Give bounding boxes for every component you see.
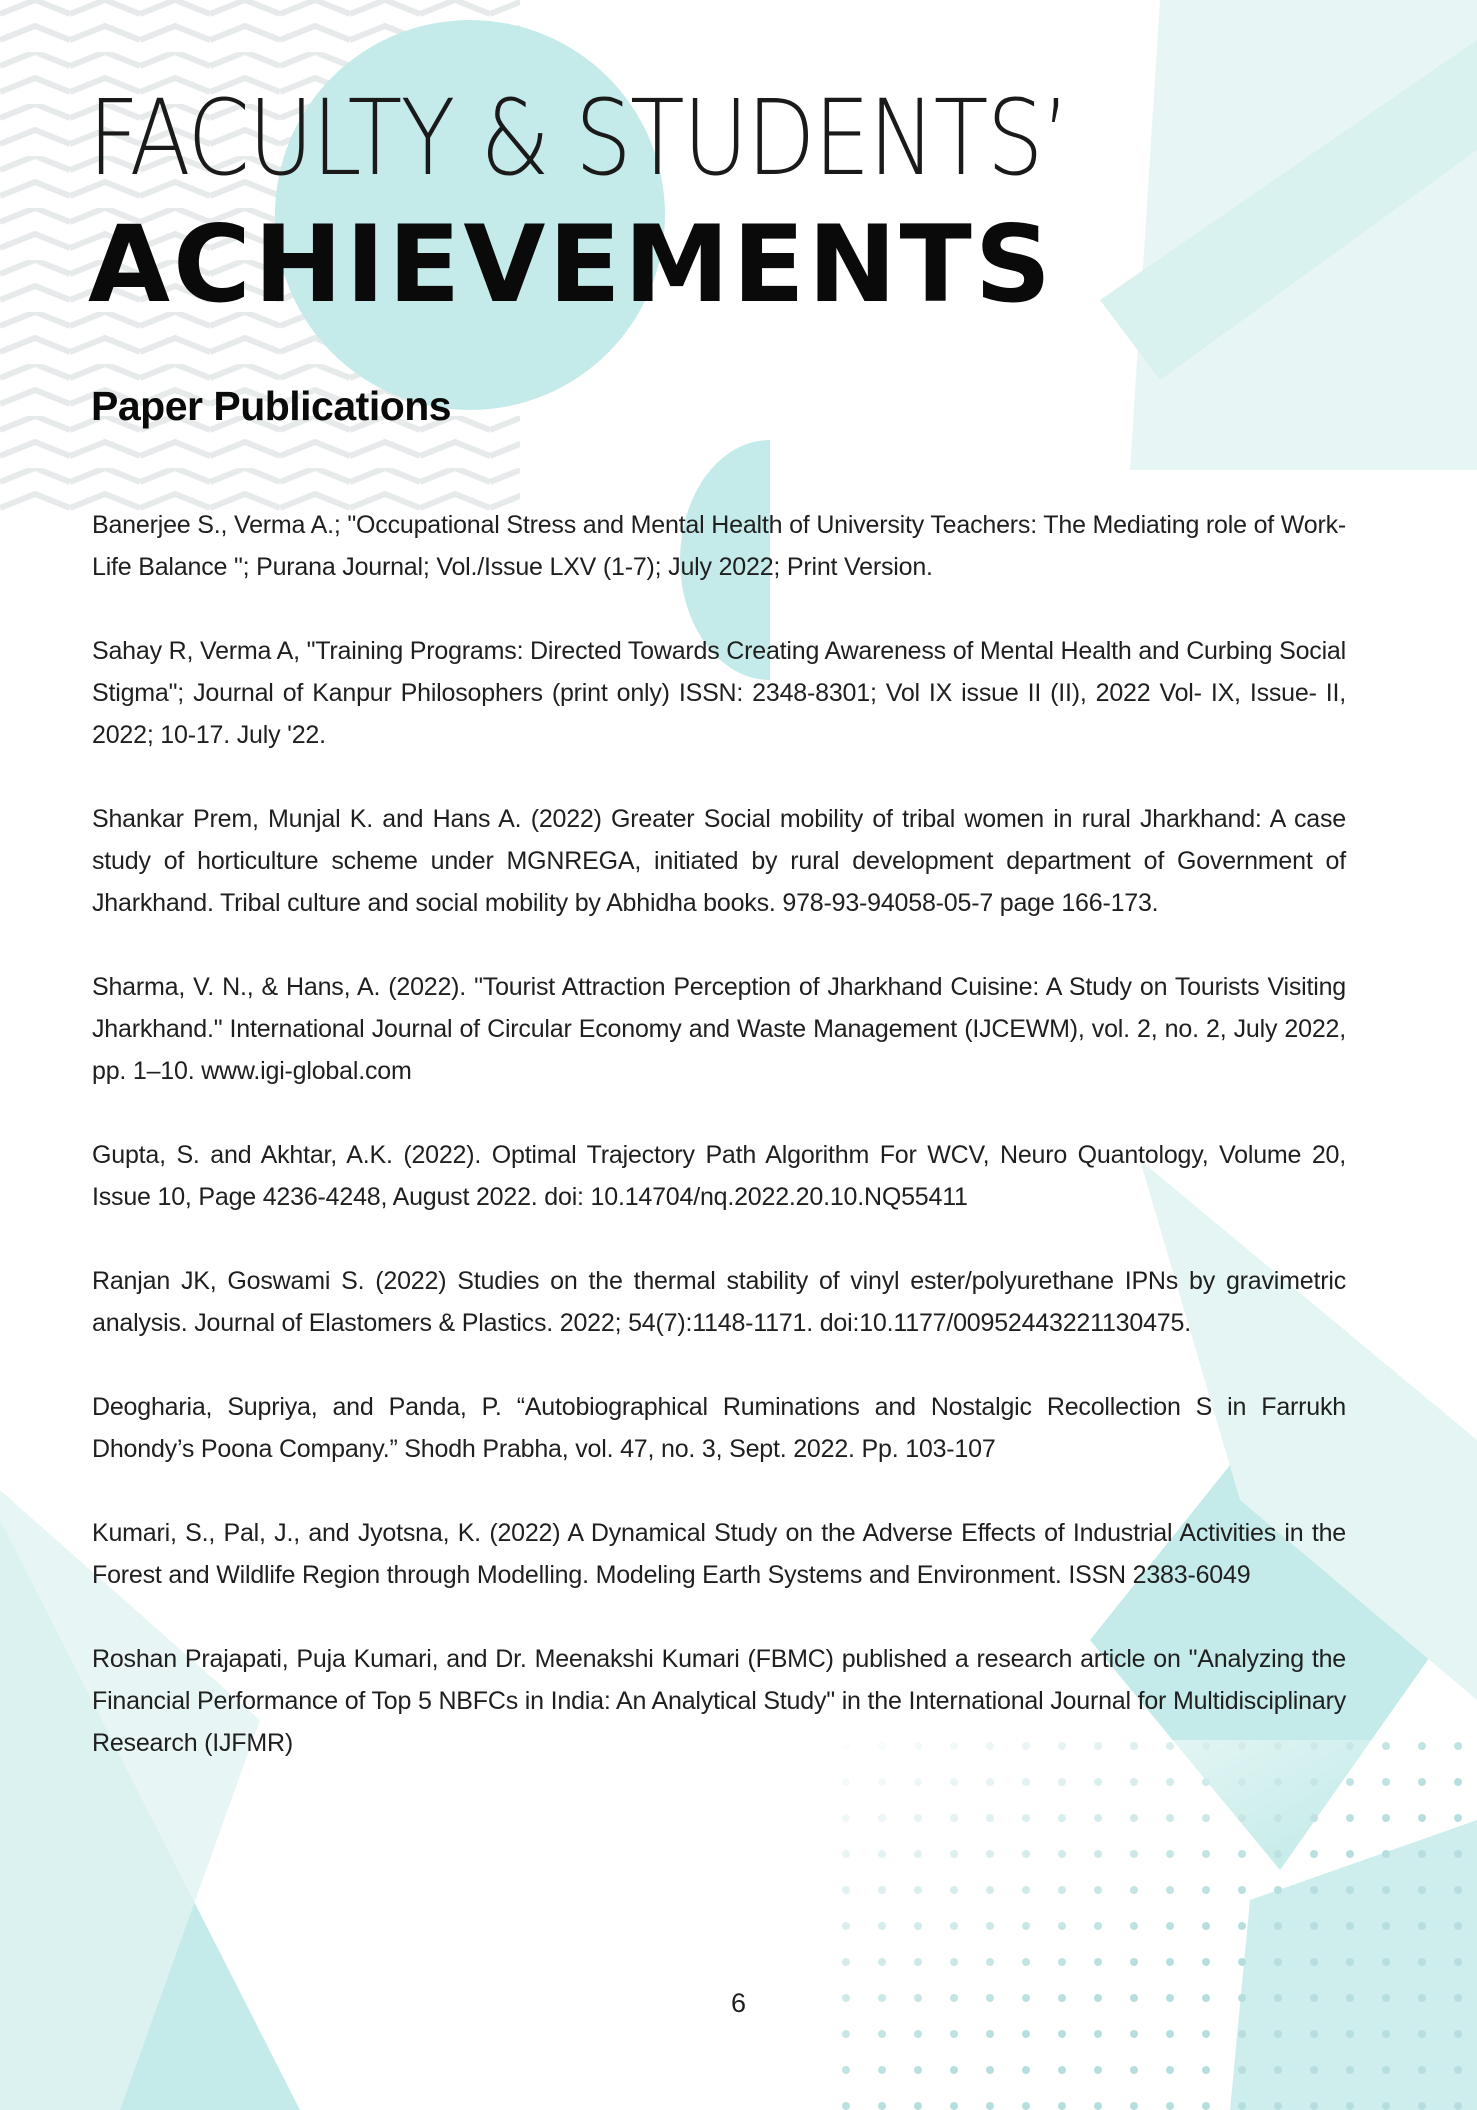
publication-entry: Banerjee S., Verma A.; "Occupational Stress and Mental Health of University Teachers: The Mediating role of Work-Life Balance "; Purana Journal; Vol./Issue LXV (1-7); July 2022; Print Version. [92, 511, 1346, 581]
page-number: 6 [730, 1988, 747, 2018]
page-title-line-2: ACHIEVEMENTS [88, 203, 1055, 326]
publication-list [92, 504, 1346, 1806]
publication-entry: Shankar Prem, Munjal K. and Hans A. (2022) Greater Social mobility of tribal women in rural Jharkhand: A case study of horticulture scheme under MGNREGA, initiated by rural development department of Government of Jharkhand. Tribal culture and social mobility by Abhidha books. 978-93-94058-05-7 page 166-173. [92, 805, 1346, 917]
publication-entry: Ranjan JK, Goswami S. (2022) Studies on the thermal stability of vinyl ester/polyurethane IPNs by gravimetric analysis. Journal of Elastomers & Plastics. 2022; 54(7):1148-1171. doi:10.1177/00952443221130475. [92, 1267, 1346, 1337]
publication-entry: Gupta, S. and Akhtar, A.K. (2022). Optimal Trajectory Path Algorithm For WCV, Neuro Quantology, Volume 20, Issue 10, Page 4236-4248, August 2022. doi: 10.14704/nq.2022.20.10.NQ55411 [92, 1141, 1346, 1211]
section-heading: Paper Publications [91, 383, 452, 429]
publication-entry: Sahay R, Verma A, "Training Programs: Directed Towards Creating Awareness of Mental Health and Curbing Social Stigma"; Journal of Kanpur Philosophers (print only) ISSN: 2348-8301; Vol IX issue II (II), 2022 Vol- IX, Issue- II, 2022; 10-17. July '22. [92, 637, 1346, 749]
publication-entry: Sharma, V. N., & Hans, A. (2022). "Tourist Attraction Perception of Jharkhand Cuisine: A Study on Tourists Visiting Jharkhand." International Journal of Circular Economy and Waste Management (IJCEWM), vol. 2, no. 2, July 2022, pp. 1–10. www.igi-global.com [92, 973, 1346, 1085]
publication-entry: Deogharia, Supriya, and Panda, P. “Autobiographical Ruminations and Nostalgic Recollection S in Farrukh Dhondy’s Poona Company.” Shodh Prabha, vol. 47, no. 3, Sept. 2022. Pp. 103-107 [92, 1393, 1346, 1463]
publication-entry: Roshan Prajapati, Puja Kumari, and Dr. Meenakshi Kumari (FBMC) published a research article on "Analyzing the Financial Performance of Top 5 NBFCs in India: An Analytical Study" in the International Journal for Multidisciplinary Research (IJFMR) [92, 1645, 1346, 1757]
page-title-line-1: FACULTY & STUDENTS’ [88, 77, 1069, 199]
publication-entry: Kumari, S., Pal, J., and Jyotsna, K. (2022) A Dynamical Study on the Adverse Effects of Industrial Activities in the Forest and Wildlife Region through Modelling. Modeling Earth Systems and Environment. ISSN 2383-6049 [92, 1519, 1346, 1589]
